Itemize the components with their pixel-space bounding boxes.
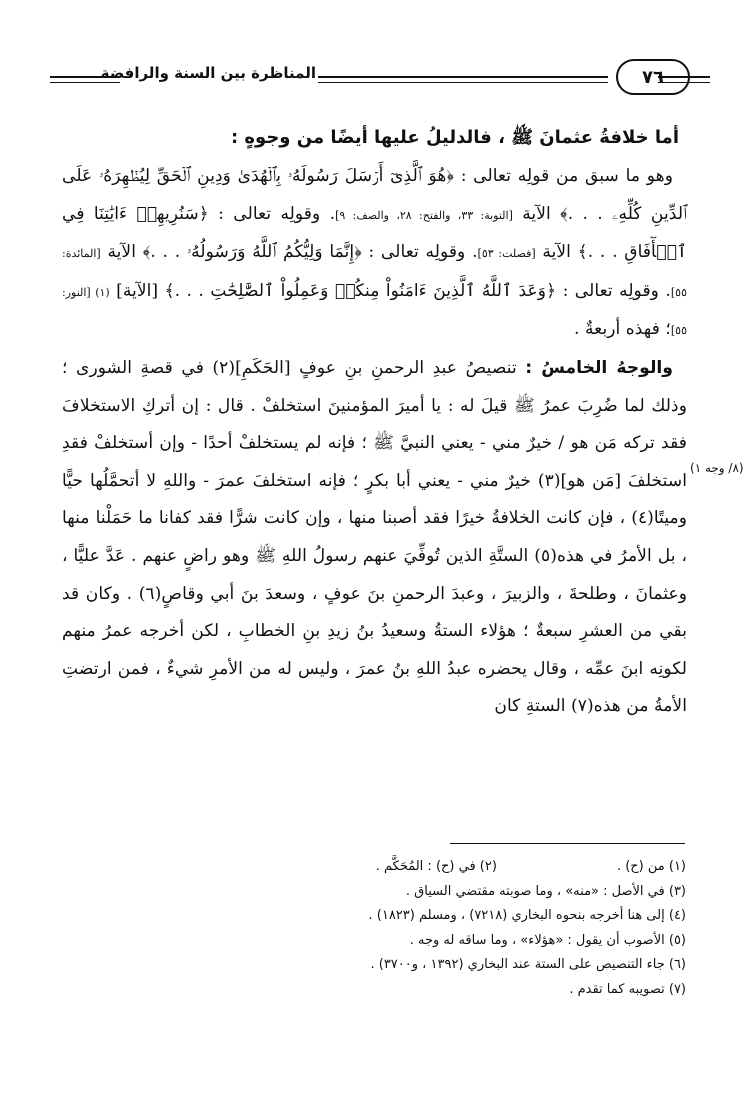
verse-text-3: . وقولِه تعالى : ﴿إِنَّمَا وَلِيُّكُمُ ٱللَّهُ وَرَسُولُهُۥ . . .﴾ الآية [107, 242, 478, 263]
verse-conclusion: ؛ فهذه أربعةٌ . [574, 319, 671, 340]
footnotes [170, 855, 686, 1002]
footnote-6: (٦) جاء التنصيص على الستة عند البخاري (١٣٩٢ ، و٣٧٠٠) . [370, 957, 686, 972]
verse-ref-1: [التوبة: ٣٣، والفتح: ٢٨، والصف: ٩] [335, 208, 513, 222]
running-title: المناظرة بين السنة والرافضة [100, 64, 316, 82]
verse-ref-3: [المائدة: ٥٥] [62, 247, 687, 299]
footnote-7: (٧) تصويبه كما تقدم . [569, 981, 686, 997]
footnote-5: (٥) الأصوب أن يقول : «هؤلاء» ، وما ساقه له وجه . [409, 932, 686, 948]
paragraph-verses [62, 158, 687, 350]
header-rule-right [658, 76, 710, 78]
footnote-4: (٤) إلى هنا أخرجه بنحوه البخاري (٧٢١٨) ، ومسلم (١٨٢٣) . [368, 908, 686, 923]
footnote-row-1-2 [170, 855, 686, 880]
verse-text-4: . وقولِه تعالى : ﴿وَعَدَ ٱللَّهُ ٱلَّذِينَ ءَامَنُواْ مِنكُمۡ وَعَمِلُواْ ٱلصَّٰلِحَٰتِ . . .﴾ [الآية] [116, 280, 671, 301]
header-rule-middle [318, 76, 608, 78]
manuscript-marginal-note: (٨/ وجه ١) [690, 461, 744, 475]
verse-text-2: . وقولِه تعالى : ﴿سَنُرِيهِمۡ ءَايَٰتِنَا فِي ٱلۡأٓفَاقِ . . .﴾ الآية [62, 203, 687, 263]
footnote-2: (٢) في (ح) : المُحَكَّم . [375, 859, 497, 874]
footnote-separator [450, 843, 685, 844]
fifth-aspect-lead: والوجهُ الخامسُ : [525, 357, 673, 378]
fifth-aspect-text: تنصيصُ عبدِ الرحمنِ بنِ عوفٍ [الحَكَمِ](٢) في قصةِ الشورى ؛ وذلك لما ضُرِبَ عمرُ ﷺ قيلَ له : يا أميرَ المؤمنينَ استخلفْ . قال : إن أتركِ الاستخلافَ فقد تركه مَن هو / خيرٌ مني - يعني النبيَّ ﷺ ؛ فإنه لم يستخلفْ أحدًا - وإن أستخلفْ فقدِ استخلفَ [مَن هو](٣) خيرٌ مني - يعني أبا بكرٍ ؛ فإنه استخلفَ عمرَ - واللهِ لا أتحمَّلُها حيًّا وميتًا(٤) ، فإن كانت الخلافةُ خيرًا فقد أصبنا منها ، وإن كانت شرًّا فقد كفانا ما حَمَلْنا منها ، بل الأمرُ في هذه(٥) الستَّةِ الذين تُوفِّيَ عنهم رسولُ اللهِ ﷺ وهو راضٍ عنهم . عَدَّ عليًّا ، وعثمانَ ، وطلحةَ ، والزبيرَ ، وعبدَ الرحمنِ بنَ عوفٍ ، وسعدَ بنَ أبي وقاصٍ(٦) . وكان قد بقي من العشرِ سبعةٌ ؛ هؤلاء الستةُ وسعيدُ بنُ زيدِ بنِ الخطابِ ، لكن أخرجه عمرُ منهم لكونِه ابنَ عمِّه ، وقال يحضره عبدُ اللهِ بنُ عمرَ ، وليس له من الأمرِ شيءٌ ، فمن ارتضتِ الأمةُ من هذه(٧) الستةِ كان [62, 357, 688, 717]
section-heading: أما خلافةُ عثمانَ ﷺ ، فالدليلُ عليها أيضًا من وجوهٍ : [230, 127, 679, 148]
verse-text-1: وهو ما سبق من قولِه تعالى : ﴿هُوَ ٱلَّذِىٓ أَرۡسَلَ رَسُولَهُۥ بِٱلۡهُدَىٰ وَدِينِ ٱلۡحَقِّ لِيُظۡهِرَهُۥ عَلَى ٱلدِّينِ كُلِّهِۦ . . .﴾ الآية [62, 166, 687, 224]
footnote-1: (١) من (ح) . [616, 859, 686, 874]
footnote-3: (٣) في الأصل : «منه» ، وما صوبته مقتضي السياق . [405, 883, 686, 899]
page-number: ٧٦ [616, 59, 690, 95]
paragraph-fifth-aspect [62, 350, 687, 726]
verse-ref-4: (١) [النور: ٥٥] [62, 285, 687, 338]
page-header [50, 54, 700, 96]
verse-ref-2: [فصلت: ٥٣] [477, 247, 536, 261]
main-text [62, 118, 687, 726]
